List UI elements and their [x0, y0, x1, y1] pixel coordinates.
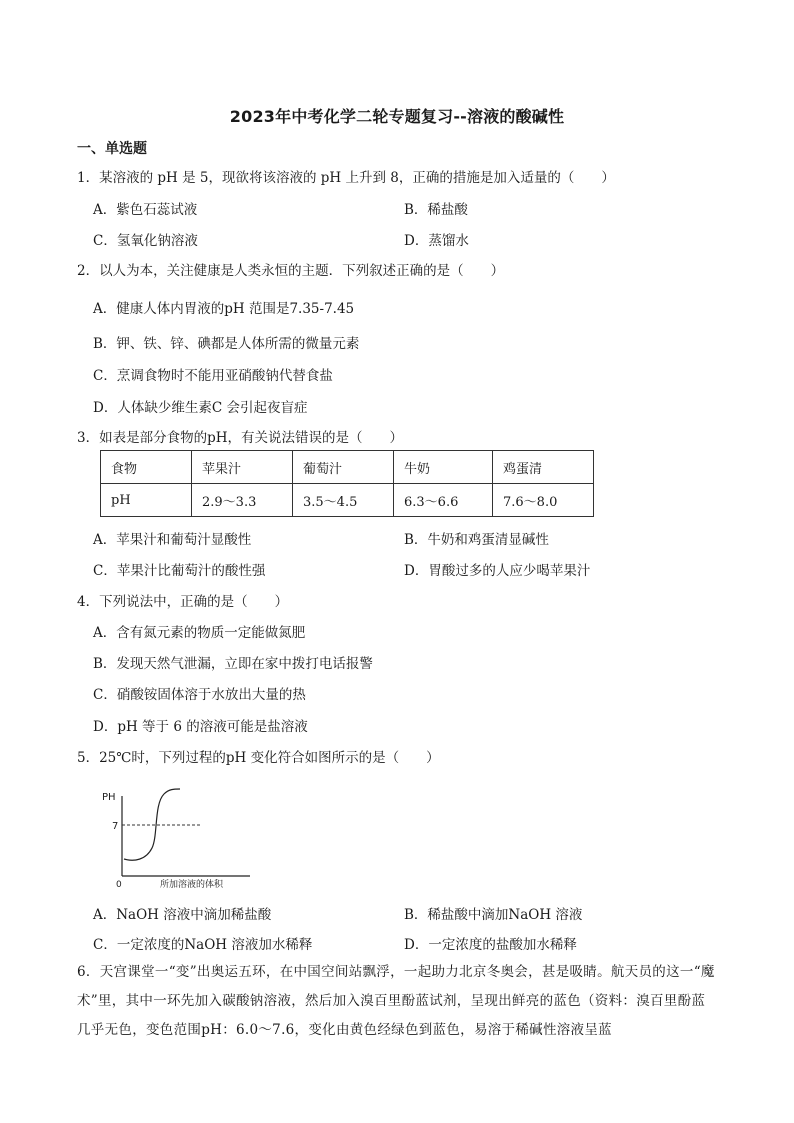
page-title: 2023年中考化学二轮专题复习--溶液的酸碱性	[229, 107, 565, 126]
x-axis-label: 所加溶液的体积	[160, 880, 224, 888]
question-3-option-d: D．胃酸过多的人应少喝苹果汁	[404, 563, 591, 579]
section-heading: 一、单选题	[77, 141, 147, 157]
question-2-option-a: A．健康人体内胃液的pH 范围是7.35-7.45	[93, 301, 355, 317]
question-4-option-c: C．硝酸铵固体溶于水放出大量的热	[93, 687, 306, 703]
table-header-row	[101, 451, 594, 484]
table-cell: 3.5～4.5	[293, 484, 394, 517]
question-6-text: 6．天宫课堂一“变”出奥运五环，在中国空间站飘浮，一起助力北京冬奥会，甚是吸睛。航天员的这一“魔术”里，其中一环先加入碳酸钠溶液，然后加入溴百里酚蓝试剂，呈现出鲜亮的蓝色（资料：溴百里酚蓝几乎无色，变色范围pH：6.0～7.6，变化由黄色经绿色到蓝色，易溶于稀碱性溶液呈蓝	[77, 964, 715, 1038]
question-3-option-c: C．苹果汁比葡萄汁的酸性强	[93, 563, 266, 579]
question-2-stem: 2．以人为本，关注健康是人类永恒的主题．下列叙述正确的是（ ）	[77, 263, 505, 279]
question-3-option-b: B．牛奶和鸡蛋清显碱性	[404, 532, 549, 548]
question-5-stem: 5．25℃时，下列过程的pH 变化符合如图所示的是（ ）	[77, 750, 440, 766]
question-4-option-a: A．含有氮元素的物质一定能做氮肥	[93, 625, 306, 641]
question-5-option-c: C．一定浓度的NaOH 溶液加水稀释	[93, 937, 313, 953]
table-cell: 葡萄汁	[293, 451, 394, 484]
question-2-option-c: C．烹调食物时不能用亚硝酸钠代替食盐	[93, 368, 333, 384]
question-4-option-b: B．发现天然气泄漏，立即在家中拨打电话报警	[93, 656, 373, 672]
table-cell: 牛奶	[394, 451, 493, 484]
y-axis-label: PH	[102, 792, 116, 803]
table-cell: 鸡蛋清	[493, 451, 594, 484]
question-1-option-d: D．蒸馏水	[404, 233, 469, 249]
question-3-option-a: A．苹果汁和葡萄汁显酸性	[93, 532, 252, 548]
question-1-option-b: B．稀盐酸	[404, 202, 468, 218]
question-1-stem: 1．某溶液的 pH 是 5，现欲将该溶液的 pH 上升到 8，正确的措施是加入适量的（ ）	[77, 170, 615, 186]
table-cell: 苹果汁	[192, 451, 293, 484]
question-1-option-c: C．氢氧化钠溶液	[93, 233, 198, 249]
question-2-option-b: B．钾、铁、锌、碘都是人体所需的微量元素	[93, 336, 360, 352]
question-5-option-b: B．稀盐酸中滴加NaOH 溶液	[404, 907, 583, 923]
table-cell: 7.6～8.0	[493, 484, 594, 517]
table-cell: 6.3～6.6	[394, 484, 493, 517]
question-4-option-d: D．pH 等于 6 的溶液可能是盐溶液	[93, 719, 308, 735]
origin-label: 0	[116, 880, 122, 888]
question-4-stem: 4．下列说法中，正确的是（ ）	[77, 594, 289, 610]
question-5-option-d: D．一定浓度的盐酸加水稀释	[404, 937, 577, 953]
table-cell: 食物	[101, 451, 192, 484]
table-row	[101, 484, 594, 517]
food-ph-table	[100, 450, 594, 517]
question-3-stem: 3．如表是部分食物的pH，有关说法错误的是（ ）	[77, 430, 404, 446]
question-5-option-a: A．NaOH 溶液中滴加稀盐酸	[93, 907, 272, 923]
question-1-option-a: A．紫色石蕊试液	[93, 202, 198, 218]
table-cell: 2.9～3.3	[192, 484, 293, 517]
ph-7-tick-label: 7	[112, 821, 119, 832]
question-2-option-d: D．人体缺少维生素C 会引起夜盲症	[93, 400, 308, 416]
ph-curve-figure	[100, 784, 260, 888]
table-cell: pH	[101, 484, 192, 517]
